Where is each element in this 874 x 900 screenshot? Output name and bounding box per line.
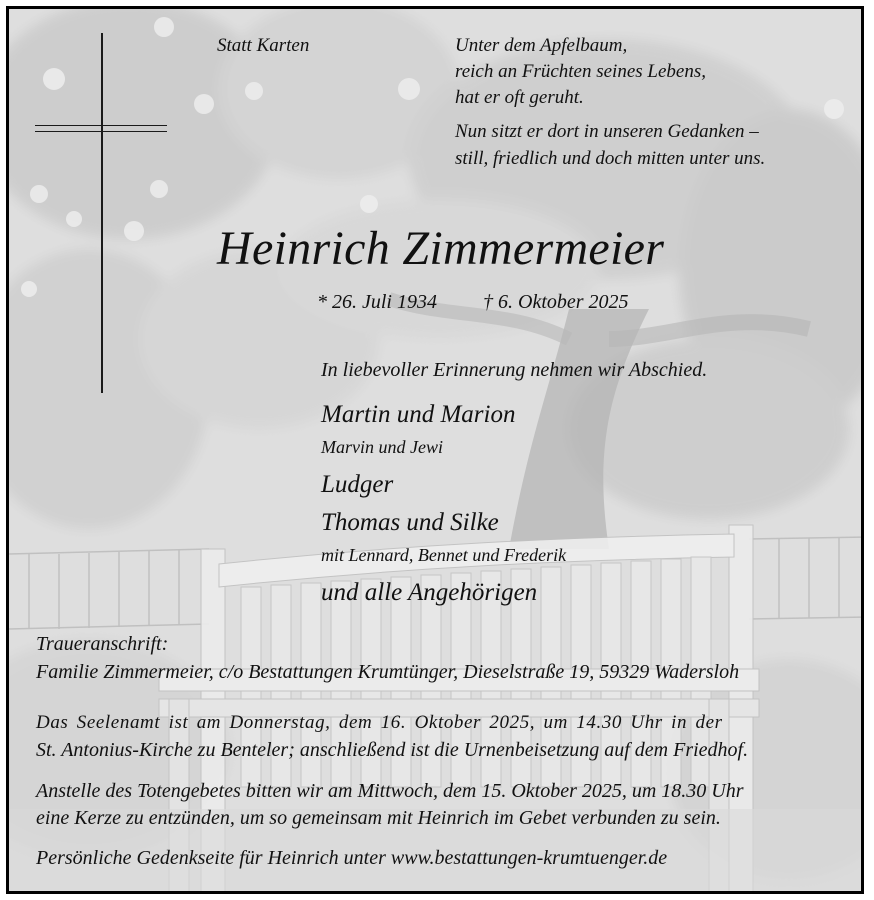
poem-line: hat er oft geruht.	[455, 87, 584, 108]
address-line: Familie Zimmermeier, c/o Bestattungen Krumtünger, Dieselstraße 19, 59329 Wadersloh	[36, 661, 740, 683]
poem-line: reich an Früchten seines Lebens,	[455, 61, 706, 82]
family-grandchildren: mit Lennard, Bennet und Frederik	[321, 545, 567, 565]
poem-line: Unter dem Apfelbaum,	[455, 35, 628, 56]
prayer-text: Anstelle des Totengebetes bitten wir am Mittwoch, dem 15. Oktober 2025, um 18.30 Uhr	[36, 780, 744, 802]
deceased-name: Heinrich Zimmermeier	[217, 222, 665, 275]
service-text: Das Seelenamt ist am Donnerstag, dem 16. Oktober 2025, um 14.30 Uhr in der	[36, 712, 723, 733]
death-date: † 6. Oktober 2025	[483, 291, 629, 313]
family-member: Thomas und Silke	[321, 509, 499, 536]
family-grandchildren: Marvin und Jewi	[321, 437, 443, 457]
cross-horizontal-line	[35, 125, 167, 126]
family-others: und alle Angehörigen	[321, 579, 538, 606]
service-text: St. Antonius-Kirche zu Benteler; anschließend ist die Urnenbeisetzung auf dem Friedhof.	[36, 739, 749, 761]
prayer-text: eine Kerze zu entzünden, um so gemeinsam mit Heinrich im Gebet verbunden zu sein.	[36, 807, 721, 829]
cross-horizontal-line	[35, 131, 167, 132]
memorial-page-text: Persönliche Gedenkseite für Heinrich unter www.bestattungen-krumtuenger.de	[36, 847, 668, 869]
family-member: Martin und Marion	[321, 401, 516, 428]
poem-line: Nun sitzt er dort in unseren Gedanken –	[455, 121, 759, 142]
birth-date: * 26. Juli 1934	[317, 291, 437, 313]
statt-karten: Statt Karten	[217, 35, 310, 56]
address-label: Traueranschrift:	[36, 633, 169, 655]
poem-line: still, friedlich und doch mitten unter uns.	[455, 148, 766, 169]
family-member: Ludger	[321, 471, 394, 498]
farewell-text: In liebevoller Erinnerung nehmen wir Abschied.	[321, 359, 708, 381]
obituary-frame	[6, 6, 864, 894]
cross-vertical-line	[101, 33, 103, 393]
